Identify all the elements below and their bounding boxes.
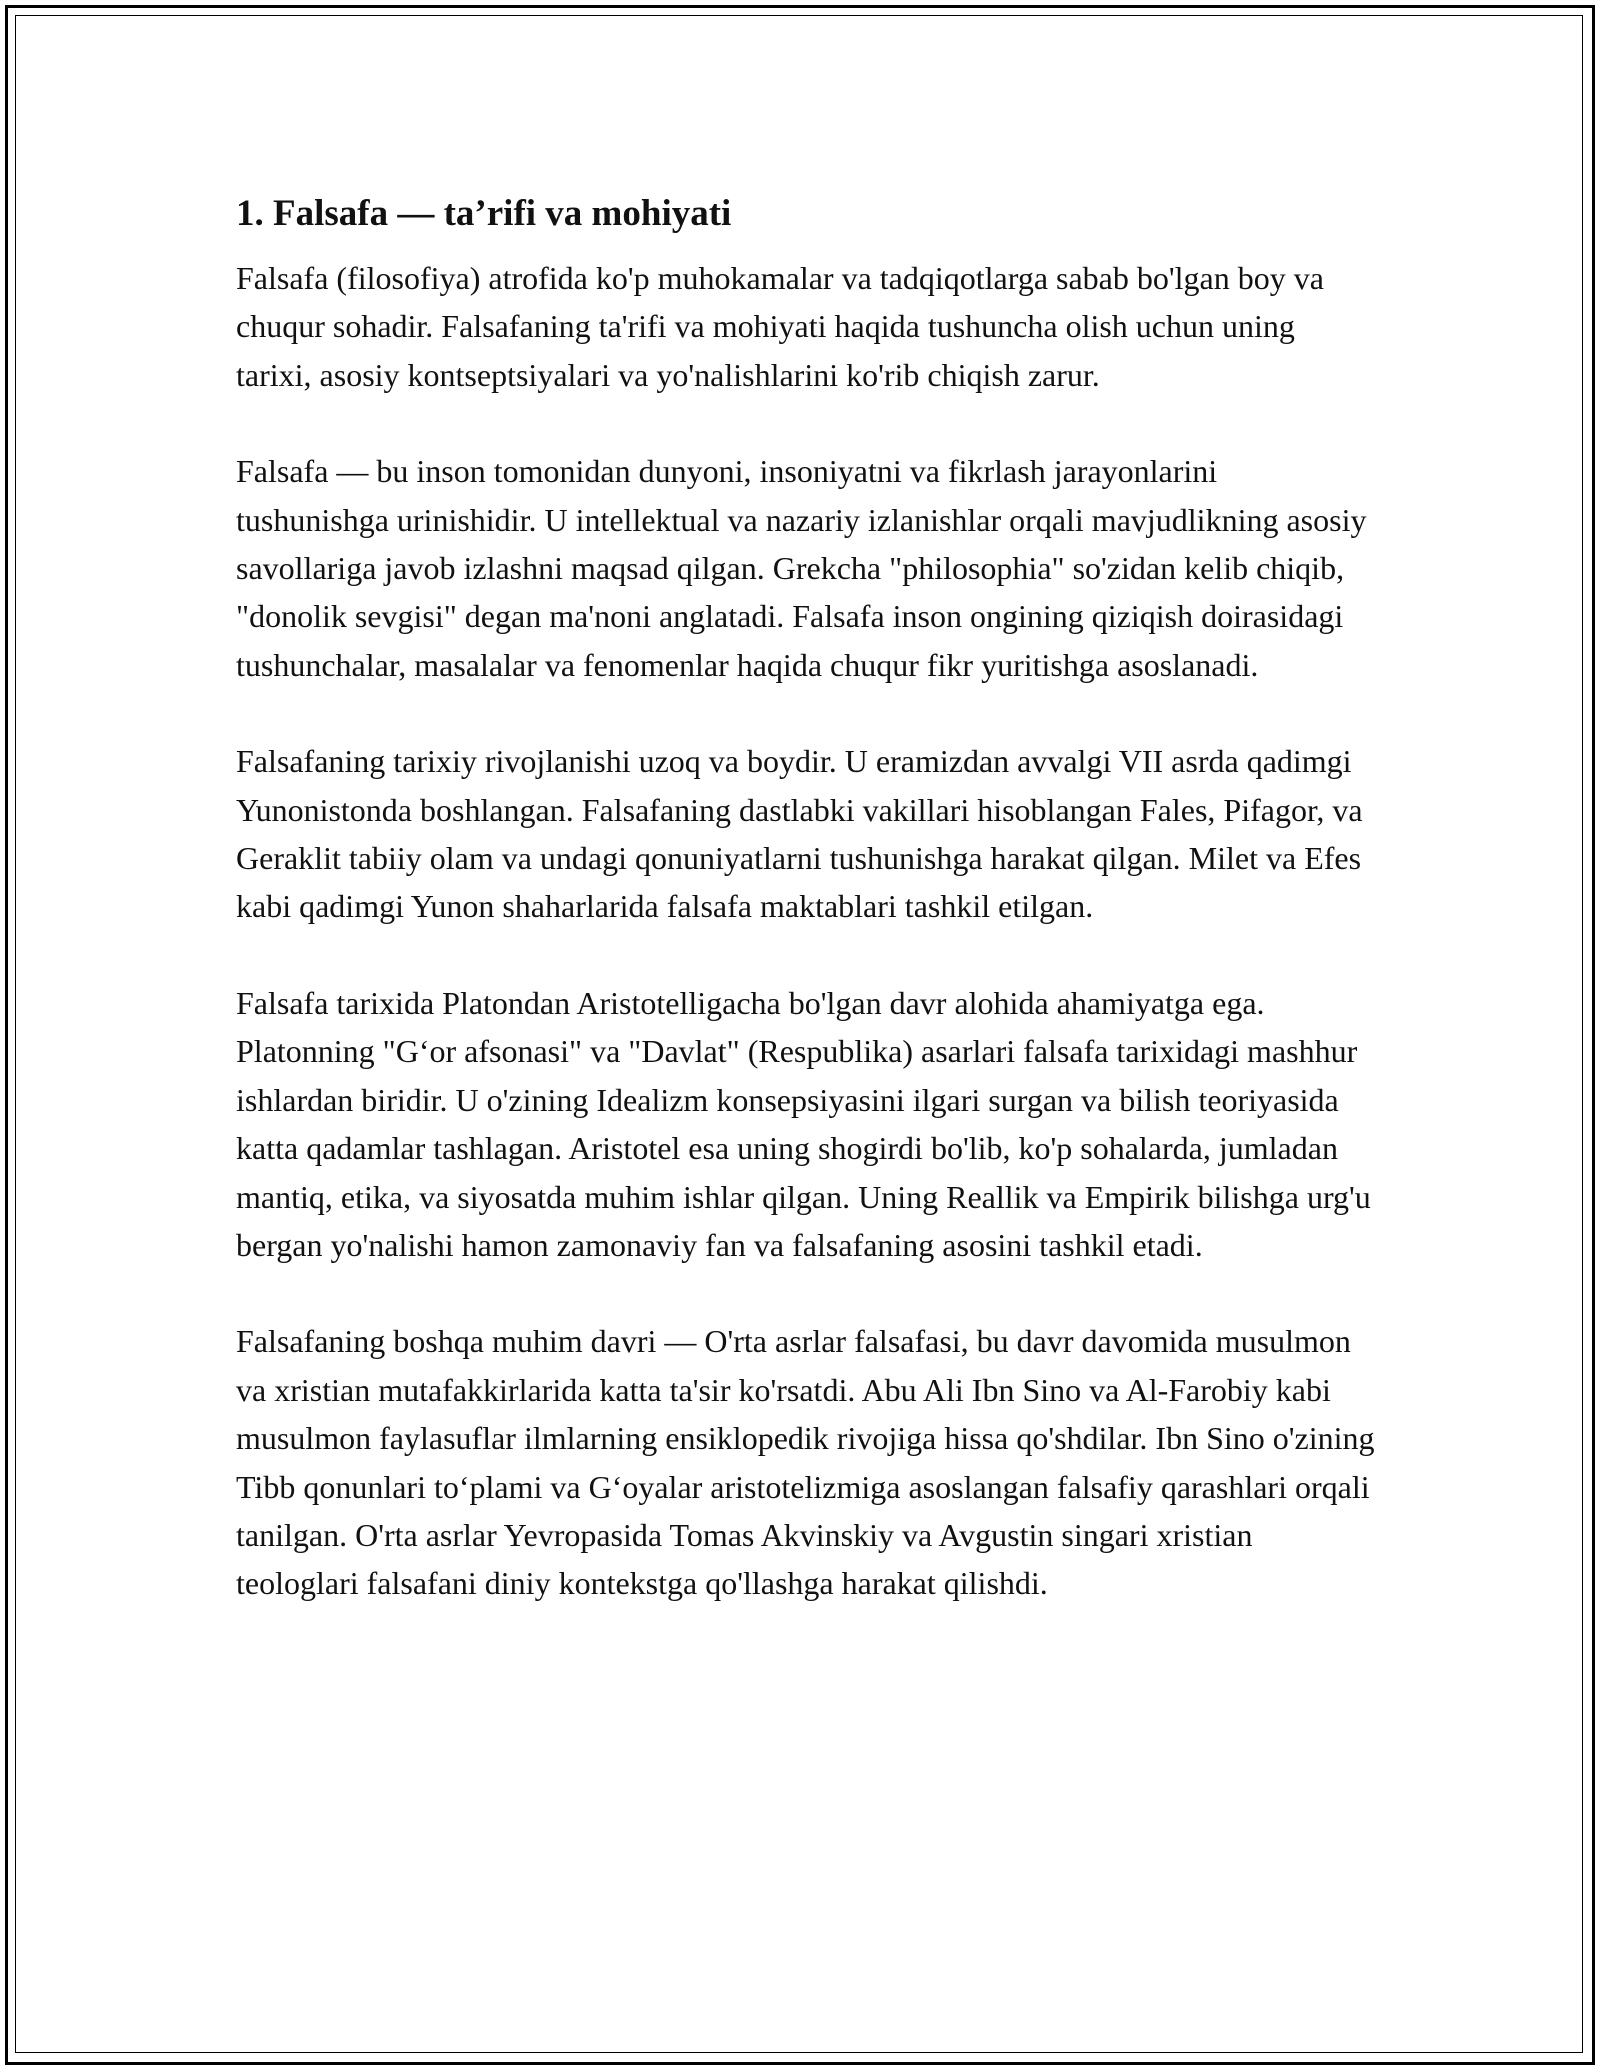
paragraph-2: Falsafa — bu inson tomonidan dunyoni, insoniyatni va fikrlash jarayonlarini tushunishga urinishidir. U intellektual va nazariy izlanishlar orqali mavjudlikning asosiy savollariga javob izlashni maqsad qilgan. Grekcha "philosophia" so'zidan kelib chiqib, "donolik sevgisi" degan ma'noni anglatadi. Falsafa inson ongining qiziqish doirasidagi tushunchalar, masalalar va fenomenlar haqida chuqur fikr yuritishga asoslanadi. xyxy=(236,453,1367,683)
document-body xyxy=(236,186,1376,1656)
paragraph-3: Falsafaning tarixiy rivojlanishi uzoq va boydir. U eramizdan avvalgi VII asrda qadimgi Yunonistonda boshlangan. Falsafaning dastlabki vakillari hisoblangan Fales, Pifagor, va Geraklit tabiiy olam va undagi qonuniyatlarni tushunishga harakat qilgan. Milet va Efes kabi qadimgi Yunon shaharlarida falsafa maktablari tashkil etilgan. xyxy=(236,743,1363,925)
section-heading: 1. Falsafa — ta’rifi va mohiyati xyxy=(236,193,732,234)
paragraph-5: Falsafaning boshqa muhim davri — O'rta asrlar falsafasi, bu davr davomida musulmon va xristian mutafakkirlarida katta ta'sir ko'rsatdi. Abu Ali Ibn Sino va Al-Farobiy kabi musulmon faylasuflar ilmlarning ensiklopedik rivojiga hissa qo'shdilar. Ibn Sino o'zining Tibb qonunlari to‘plami va G‘oyalar aristotelizmiga asoslangan falsafiy qarashlari orqali tanilgan. O'rta asrlar Yevropasida Tomas Akvinskiy va Avgustin singari xristian teologlari falsafani diniy kontekstga qo'llashga harakat qilishdi. xyxy=(236,1323,1375,1602)
paragraph-1: Falsafa (filosofiya) atrofida ko'p muhokamalar va tadqiqotlarga sabab bo'lgan boy va chuqur sohadir. Falsafaning ta'rifi va mohiyati haqida tushuncha olish uchun uning tarixi, asosiy kontseptsiyalari va yo'nalishlarini ko'rib chiqish zarur. xyxy=(236,260,1324,393)
paragraph-4: Falsafa tarixida Platondan Aristotelligacha bo'lgan davr alohida ahamiyatga ega. Platonning "G‘or afsonasi" va "Davlat" (Respublika) asarlari falsafa tarixidagi mashhur ishlardan biridir. U o'zining Idealizm konsepsiyasini ilgari surgan va bilish teoriyasida katta qadamlar tashlagan. Aristotel esa uning shogirdi bo'lib, ko'p sohalarda, jumladan mantiq, etika, va siyosatda muhim ishlar qilgan. Uning Reallik va Empirik bilishga urg'u bergan yo'nalishi hamon zamonaviy fan va falsafaning asosini tashkil etadi. xyxy=(236,984,1371,1263)
